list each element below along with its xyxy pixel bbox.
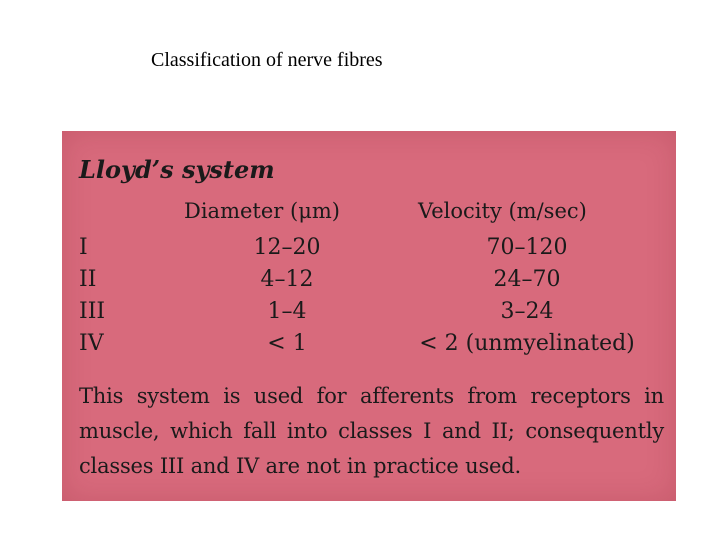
system-note: This system is used for afferents from receptors in muscle, which fall into classes I and II; consequently classes III and IV are not in practice used. xyxy=(79,384,664,478)
slide-title: Classification of nerve fibres xyxy=(151,49,383,71)
fibre-velocity: 70–120 xyxy=(486,235,568,260)
fibre-class: I xyxy=(79,235,88,260)
table-row xyxy=(62,299,676,331)
fibre-diameter: 4–12 xyxy=(260,267,314,292)
fibre-velocity: 24–70 xyxy=(493,267,561,292)
fibre-class: IV xyxy=(79,331,104,356)
fibre-velocity: < 2 (unmyelinated) xyxy=(419,331,635,356)
fibre-diameter: 12–20 xyxy=(253,235,321,260)
diameter-column-header: Diameter (μm) xyxy=(184,199,340,223)
velocity-column-header: Velocity (m/sec) xyxy=(418,199,587,223)
classification-card xyxy=(62,131,676,501)
table-row xyxy=(62,267,676,299)
table-row xyxy=(62,235,676,267)
fibre-class: III xyxy=(79,299,106,324)
fibre-diameter: < 1 xyxy=(267,331,307,356)
fibre-diameter: 1–4 xyxy=(267,299,307,324)
table-row xyxy=(62,331,676,363)
fibre-velocity: 3–24 xyxy=(500,299,554,324)
card-heading: Lloyd’s system xyxy=(79,155,275,184)
fibre-class: II xyxy=(79,267,97,292)
